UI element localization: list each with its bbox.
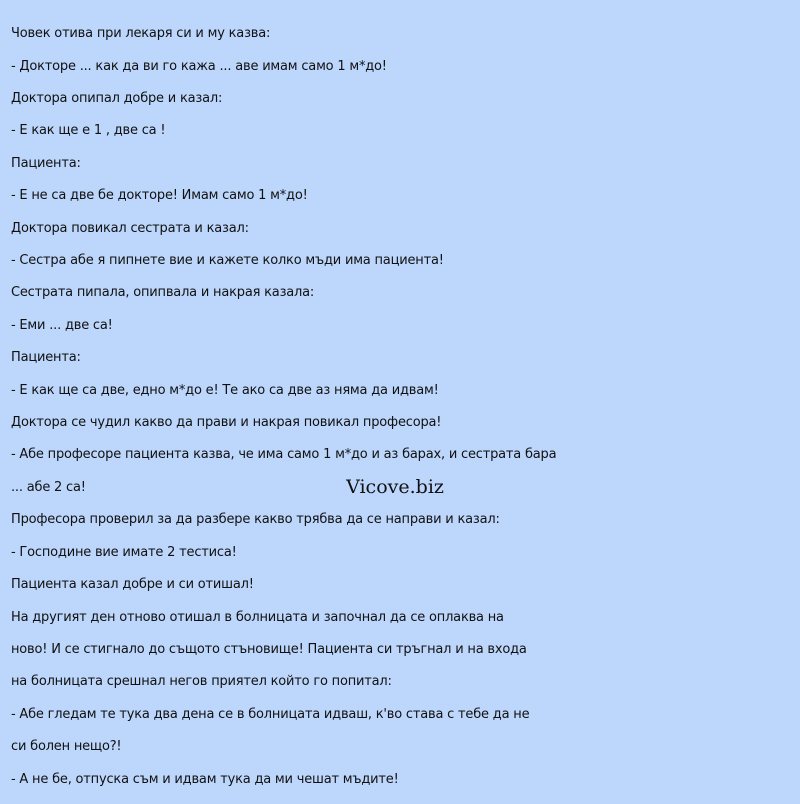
joke-text [11,10,611,804]
joke-line: Сестрата пипала, опипвала и накрая казала: [11,285,315,301]
joke-line: Доктора се чудил какво да прави и накрая повикал професора! [11,415,442,431]
joke-line: Пациента: [11,350,81,366]
joke-line: - Господине вие имате 2 тестиса! [11,544,237,560]
joke-line: - А не бе, отпуска съм и идвам тука да ми чешат мъдите! [11,771,399,787]
joke-line: ново! И се стигнало до същото стъновище! Пациента си тръгнал и на входа [11,641,527,657]
joke-line: - Е не са две бе докторе! Имам само 1 м*до! [11,188,308,204]
joke-line: Доктора повикал сестрата и казал: [11,220,249,236]
joke-line: Пациента казал добре и си отишал! [11,577,254,593]
joke-line: ... абе 2 са! [11,479,86,495]
joke-line: - Е как ще са две, едно м*до е! Те ако са две аз няма да идвам! [11,382,439,398]
joke-line: - Абе професоре пациента казва, че има само 1 м*до и аз барах, и сестрата бара [11,447,557,463]
joke-line: - Абе гледам те тука два дена се в болницата идваш, к'во става с тебе да не [11,706,530,722]
joke-line: На другият ден отново отишал в болницата и започнал да се оплаква на [11,609,504,625]
joke-line: - Еми ... две са! [11,317,113,333]
joke-line: - Сестра абе я пипнете вие и кажете колко мъди има пациента! [11,253,444,269]
joke-line: си болен нещо?! [11,739,122,755]
joke-line: на болницата срешнал негов приятел който го попитал: [11,674,392,690]
joke-line: Професора проверил за да разбере какво трябва да се направи и казал: [11,512,500,528]
joke-line: Човек отива при лекаря си и му казва: [11,26,271,42]
joke-line: - Докторе ... как да ви го кажа ... аве имам само 1 м*до! [11,58,387,74]
joke-line: Пациента: [11,155,81,171]
joke-line: Доктора опипал добре и казал: [11,91,223,107]
site-watermark: Vicove.biz [346,476,444,498]
joke-line: - Е как ще е 1 , две са ! [11,123,166,139]
